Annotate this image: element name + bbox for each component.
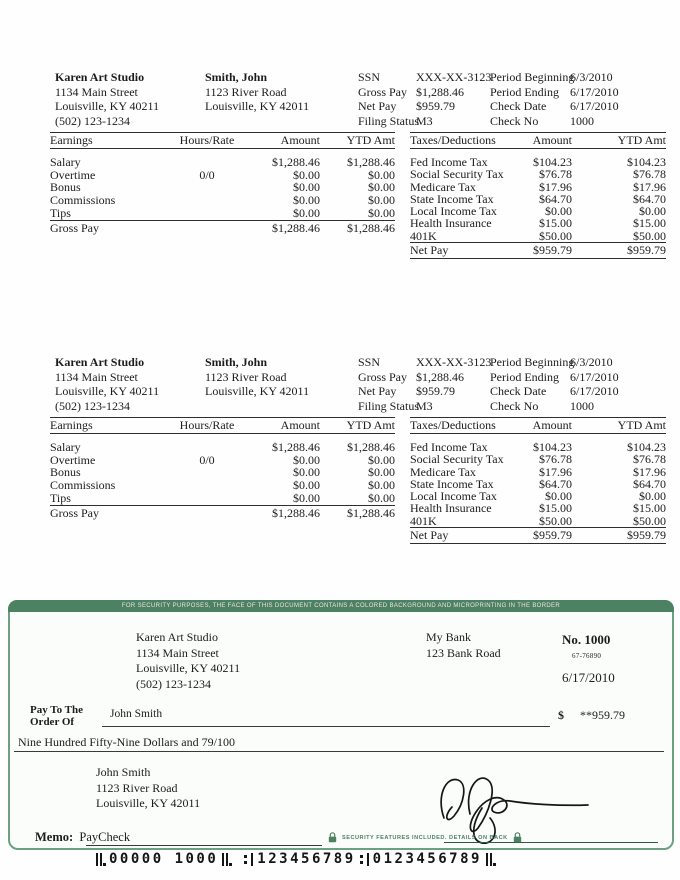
row-ytd: $0.00 [368,205,395,220]
row-hours [164,181,250,194]
row-ytd: $0.00 [368,465,395,480]
employee-address-block [205,70,309,114]
row-amount: $0.00 [293,452,320,467]
stub-info-labels-2 [490,355,574,413]
earnings-row-overtime [50,169,395,182]
check-date-value: 6/17/2010 [570,99,619,113]
gross-pay-row-hours [164,506,250,521]
row-ytd: $15.00 [633,216,666,231]
row-ytd: $0.00 [368,478,395,493]
net-pay-row-amount: $959.79 [533,243,572,258]
stub-info-values-1 [416,355,491,413]
row-amount: $104.23 [533,440,572,454]
pay-stub-2 [0,345,680,560]
check-payer-block [136,630,240,692]
row-ytd: $104.23 [627,155,666,169]
period-ending-label: Period Ending [490,84,559,99]
security-banner-text: FOR SECURITY PURPOSES, THE FACE OF THIS DOCUMENT CONTAINS A COLORED BACKGROUND AND MICROPRINTING IN THE BORDER [121,603,561,609]
deductions-table [410,417,666,544]
payee-line [102,726,550,727]
company-address-block [55,70,159,128]
period-ending-label: Period Ending [490,369,559,384]
ssn-value: XXX-XX-3123 [416,355,492,369]
row-amount: $0.00 [293,167,320,182]
row-ytd: $76.78 [633,452,666,467]
earnings-header: Earnings [50,133,93,147]
payee-name-on-line: John Smith [110,708,163,720]
hours-rate-header: Hours/Rate [179,418,235,432]
ytd-amt-header: YTD Amt [617,418,666,432]
check-date-value: 6/17/2010 [570,384,619,398]
company-street: 1134 Main Street [55,84,138,99]
gross-pay-value: $1,288.46 [416,369,464,384]
stub-info-values-2 [570,70,619,128]
row-amount: $0.00 [293,478,320,493]
deduction-row-health-insurance [410,502,666,514]
row-ytd: $0.00 [368,452,395,467]
deductions-header-row [410,417,666,434]
micr-routing-number: 123456789 [257,851,356,867]
row-label: Bonus [50,180,81,195]
row-amount: $76.78 [539,452,572,467]
row-hours [164,479,250,492]
row-label: Overtime [50,452,96,467]
micr-onus-symbol [485,853,496,866]
earnings-row-commissions [50,194,395,207]
micr-onus-symbol [221,853,232,866]
employee-city: Louisville, KY 42011 [205,99,310,113]
company-city: Louisville, KY 40211 [55,99,160,113]
period-beginning-label: Period Beginning [490,355,575,369]
net-pay-row-amount: $959.79 [533,528,572,543]
row-label: Local Income Tax [410,204,497,219]
row-label: Tips [50,490,71,505]
micr-line [92,851,499,867]
deduction-row-social-security [410,168,666,180]
row-amount: $50.00 [539,513,572,528]
ssn-label: SSN [358,70,381,84]
row-ytd: $64.70 [633,191,666,206]
ytd-amt-header: YTD Amt [346,418,395,432]
stub-info-values-2 [570,355,619,413]
row-hours [164,194,250,207]
row-ytd: $1,288.46 [347,440,395,454]
row-amount: $76.78 [539,167,572,182]
earnings-table [50,132,395,236]
amount-header: Amount [280,133,320,147]
row-ytd: $17.96 [633,179,666,194]
net-pay-row [410,242,666,259]
row-amount: $1,288.46 [272,155,320,169]
period-ending-value: 6/17/2010 [570,369,619,384]
row-hours [164,441,250,454]
row-amount: $0.00 [293,193,320,208]
row-amount: $64.70 [539,476,572,491]
memo-label: Memo: [35,830,74,844]
row-label: Fed Income Tax [410,155,488,169]
pay-to-the-order-of-label [30,705,83,728]
gross-pay-row-hours [164,221,250,236]
gross-pay-row [50,505,395,521]
earnings-header: Earnings [50,418,93,432]
filing-status-label: Filing Status [358,398,420,413]
row-label: Commissions [50,478,116,493]
gross-pay-row-label: Gross Pay [50,220,100,235]
net-pay-label: Net Pay [358,99,397,113]
stub-info-labels-2 [490,70,574,128]
row-label: Commissions [50,193,116,208]
net-pay-row-ytd: $959.79 [627,528,666,543]
row-ytd: $76.78 [633,167,666,182]
check-date: 6/17/2010 [562,670,615,685]
row-amount: $64.70 [539,191,572,206]
memo-line [86,845,322,846]
row-amount: $1,288.46 [272,440,320,454]
net-pay-value: $959.79 [416,99,455,113]
payee-addr-street: 1123 River Road [96,780,178,795]
gross-pay-row-ytd: $1,288.46 [347,220,395,235]
pay-to-line-2: Order Of [30,715,75,728]
employee-street: 1123 River Road [205,369,287,384]
row-amount: $17.96 [539,179,572,194]
stub-info-labels-1 [358,355,419,413]
gross-pay-row-label: Gross Pay [50,505,100,520]
payer-name: Karen Art Studio [136,630,218,644]
row-ytd: $15.00 [633,501,666,516]
net-pay-row-label: Net Pay [410,528,449,543]
check-date-label: Check Date [490,384,547,398]
row-hours [164,492,250,505]
employee-street: 1123 River Road [205,84,287,99]
check-number-block [562,632,610,648]
company-name: Karen Art Studio [55,70,145,84]
company-address-block [55,355,159,413]
check-no-value: 1000 [570,398,594,413]
row-amount: $50.00 [539,228,572,243]
row-amount: $0.00 [545,204,572,219]
ssn-label: SSN [358,355,381,369]
deductions-table [410,132,666,259]
row-hours [164,156,250,169]
company-street: 1134 Main Street [55,369,138,384]
net-pay-label: Net Pay [358,384,397,398]
ytd-amt-header: YTD Amt [346,133,395,147]
gross-pay-label: Gross Pay [358,369,408,384]
row-hours: 0/0 [199,167,215,182]
row-ytd: $50.00 [633,513,666,528]
ssn-value: XXX-XX-3123 [416,70,492,84]
amount-words: Nine Hundred Fifty-Nine Dollars and 79/100 [18,735,235,749]
security-note-text: SECURITY FEATURES INCLUDED. DETAILS ON BACK [342,834,508,841]
payer-city: Louisville, KY 40211 [136,661,241,675]
row-hours: 0/0 [199,452,215,467]
row-amount: $104.23 [533,155,572,169]
check-no-label: Check No [490,113,539,128]
filing-status-value: M3 [416,398,433,413]
row-amount: $0.00 [293,180,320,195]
period-beginning-label: Period Beginning [490,70,575,84]
gross-pay-row-amount: $1,288.46 [272,220,320,235]
deduction-row-social-security [410,453,666,465]
row-ytd: $0.00 [639,204,666,219]
amount-numeric: **959.79 [580,708,625,722]
period-beginning-value: 6/3/2010 [570,355,613,369]
hours-rate-header: Hours/Rate [179,133,235,147]
row-ytd: $64.70 [633,476,666,491]
payee-address-block [96,765,200,812]
earnings-header-row [50,417,395,434]
filing-status-label: Filing Status [358,113,420,128]
row-amount: $15.00 [539,216,572,231]
row-amount: $0.00 [545,489,572,504]
employee-city: Louisville, KY 42011 [205,384,310,398]
stub-info-values-1 [416,70,491,128]
company-city: Louisville, KY 40211 [55,384,160,398]
net-pay-row [410,527,666,544]
amount-words-line [14,751,664,752]
row-amount: $15.00 [539,501,572,516]
earnings-table [50,417,395,521]
row-ytd: $0.00 [368,180,395,195]
padlock-icon [328,832,337,843]
micr-onus-symbol [95,853,106,866]
deductions-header-row [410,132,666,149]
bank-address: 123 Bank Road [426,645,501,660]
row-label: State Income Tax [410,476,494,491]
row-label: Bonus [50,465,81,480]
micr-account-number: 0123456789 [372,851,482,867]
amount-header: Amount [532,133,572,147]
micr-check-number: 00000 1000 [109,851,219,867]
row-ytd: $50.00 [633,228,666,243]
bank-fraction-code: 67-76890 [572,652,602,660]
earnings-row-salary [50,441,395,454]
pay-to-line-1: Pay To The [30,704,83,716]
check-number-label: No. [562,632,585,647]
payee-addr-city: Louisville, KY 42011 [96,796,201,810]
row-ytd: $0.00 [639,489,666,504]
check [8,600,674,850]
gross-pay-label: Gross Pay [358,84,408,99]
row-label: 401K [410,228,437,243]
earnings-header-row [50,132,395,149]
row-label: Salary [50,440,81,454]
employee-address-block [205,355,309,399]
net-pay-row-label: Net Pay [410,243,449,258]
net-pay-value: $959.79 [416,384,455,398]
deduction-row-401k [410,515,666,527]
row-amount: $17.96 [539,464,572,479]
amount-header: Amount [532,418,572,432]
employee-name: Smith, John [205,355,268,369]
row-ytd: $0.00 [368,490,395,505]
row-label: Medicare Tax [410,464,476,479]
payer-phone: (502) 123-1234 [136,676,211,691]
micr-transit-symbol [359,853,370,866]
deduction-row-health-insurance [410,217,666,229]
ytd-amt-header: YTD Amt [617,133,666,147]
row-label: Local Income Tax [410,489,497,504]
earnings-row-salary [50,156,395,169]
bank-block [426,630,501,661]
earnings-row-overtime [50,454,395,467]
stub-info-labels-1 [358,70,419,128]
check-no-value: 1000 [570,113,594,128]
security-note-row [328,832,522,843]
bank-name: My Bank [426,630,471,644]
row-ytd: $0.00 [368,167,395,182]
earnings-row-tips [50,492,395,505]
row-amount: $0.00 [293,490,320,505]
deduction-row-401k [410,230,666,242]
payee-addr-name: John Smith [96,765,151,779]
pay-stub-1 [0,60,680,275]
row-label: Salary [50,155,81,169]
row-label: State Income Tax [410,191,494,206]
company-phone: (502) 123-1234 [55,113,130,128]
row-amount: $0.00 [293,465,320,480]
row-ytd: $1,288.46 [347,155,395,169]
row-ytd: $104.23 [627,440,666,454]
row-ytd: $17.96 [633,464,666,479]
security-banner [8,600,674,612]
company-name: Karen Art Studio [55,355,145,369]
row-label: 401K [410,513,437,528]
gross-pay-row-ytd: $1,288.46 [347,505,395,520]
period-ending-value: 6/17/2010 [570,84,619,99]
taxes-deductions-header: Taxes/Deductions [410,418,496,432]
period-beginning-value: 6/3/2010 [570,70,613,84]
row-label: Health Insurance [410,216,492,231]
row-label: Health Insurance [410,501,492,516]
row-label: Overtime [50,167,96,182]
payer-street: 1134 Main Street [136,645,219,660]
amount-header: Amount [280,418,320,432]
row-amount: $0.00 [293,205,320,220]
filing-status-value: M3 [416,113,433,128]
memo-block [35,830,130,845]
row-label: Tips [50,205,71,220]
employee-name: Smith, John [205,70,268,84]
memo-value: PayCheck [79,830,131,844]
earnings-row-tips [50,207,395,220]
micr-transit-symbol [243,853,254,866]
earnings-row-commissions [50,479,395,492]
row-hours [164,466,250,479]
row-label: Social Security Tax [410,167,504,182]
gross-pay-value: $1,288.46 [416,84,464,99]
row-ytd: $0.00 [368,193,395,208]
row-label: Social Security Tax [410,452,504,467]
taxes-deductions-header: Taxes/Deductions [410,133,496,147]
check-no-label: Check No [490,398,539,413]
net-pay-row-ytd: $959.79 [627,243,666,258]
gross-pay-row [50,220,395,236]
row-label: Medicare Tax [410,179,476,194]
check-number-value: 1000 [584,632,611,647]
row-hours [164,207,250,220]
company-phone: (502) 123-1234 [55,398,130,413]
row-label: Fed Income Tax [410,440,488,454]
gross-pay-row-amount: $1,288.46 [272,505,320,520]
check-date-label: Check Date [490,99,547,113]
padlock-icon [513,832,522,843]
dollar-sign: $ [558,708,564,722]
